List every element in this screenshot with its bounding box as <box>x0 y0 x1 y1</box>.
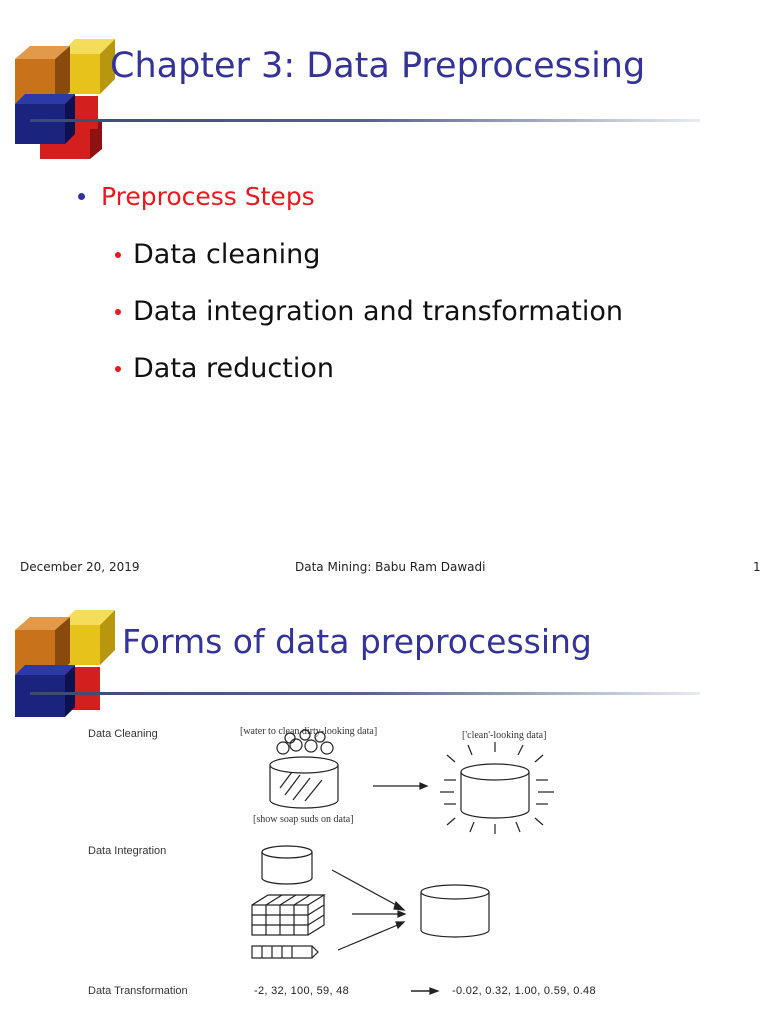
bullet-preprocess-steps <box>78 182 315 211</box>
label-data-integration: Data Integration <box>88 845 167 857</box>
footer-page-number: 1 <box>753 560 761 574</box>
transformation-output-values: -0.02, 0.32, 1.00, 0.59, 0.48 <box>452 985 596 997</box>
transformation-input-values: -2, 32, 100, 59, 48 <box>254 985 349 997</box>
bullet-dot-icon <box>78 193 85 200</box>
note-water-clean: [water to clean dirty-looking data] <box>240 726 378 737</box>
label-data-transformation: Data Transformation <box>88 985 188 997</box>
title-divider <box>30 692 700 695</box>
subbullet-text: Data cleaning <box>133 239 321 270</box>
slide-title: Chapter 3: Data Preprocessing <box>110 46 646 86</box>
subbullet-text: Data reduction <box>133 353 334 384</box>
slide-title: Forms of data preprocessing <box>122 622 592 661</box>
preprocessing-diagram <box>0 700 768 1024</box>
bullet-dot-icon <box>115 309 121 315</box>
clean-data-cylinder-icon <box>440 742 554 834</box>
bullet-dot-icon <box>115 366 121 372</box>
target-database-icon <box>421 885 489 937</box>
source-database-icon <box>262 846 312 884</box>
subbullet-data-integration <box>115 296 623 327</box>
cube-logo-icon <box>10 34 120 164</box>
label-data-cleaning: Data Cleaning <box>88 728 158 740</box>
source-cube-icon <box>252 895 324 935</box>
source-flat-file-icon <box>252 946 318 958</box>
subbullet-text: Data integration and transformation <box>133 296 623 327</box>
dirty-data-cylinder-icon <box>270 757 338 808</box>
note-clean-looking: ['clean'-looking data] <box>462 730 547 741</box>
subbullet-data-cleaning <box>115 239 320 270</box>
soap-bubbles-icon <box>277 730 333 754</box>
bullet-text: Preprocess Steps <box>101 182 315 211</box>
note-soap-suds: [show soap suds on data] <box>253 814 354 825</box>
subbullet-data-reduction <box>115 353 334 384</box>
title-divider <box>30 119 700 122</box>
bullet-dot-icon <box>115 252 121 258</box>
footer-date: December 20, 2019 <box>20 560 140 574</box>
footer-author: Data Mining: Babu Ram Dawadi <box>295 560 486 574</box>
